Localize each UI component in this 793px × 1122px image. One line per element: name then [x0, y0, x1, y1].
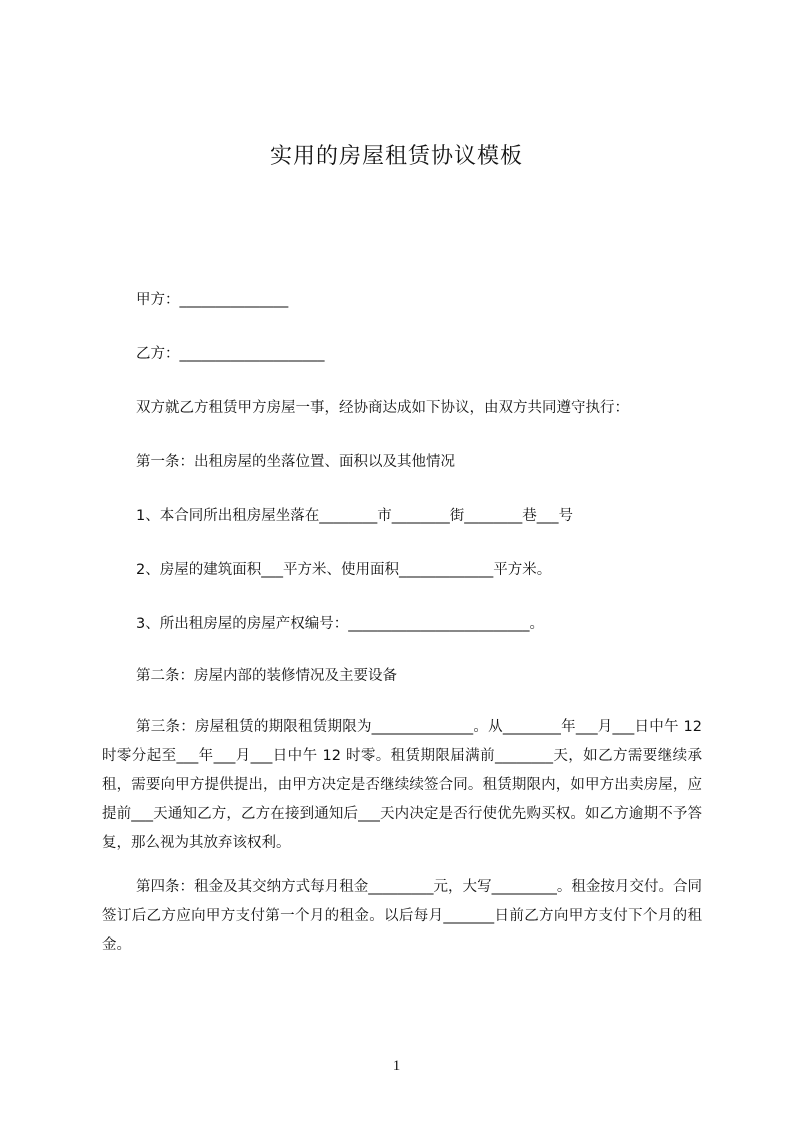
party-a-line: 甲方：_______________	[136, 292, 289, 308]
intro-paragraph: 双方就乙方租赁甲方房屋一事，经协商达成如下协议，由双方共同遵守执行：	[136, 400, 629, 416]
page-number: 1	[392, 1058, 401, 1074]
document-title: 实用的房屋租赁协议模板	[269, 144, 523, 169]
article-1-heading: 第一条：出租房屋的坐落位置、面积以及其他情况	[136, 454, 455, 470]
article-4-paragraph: 第四条：租金及其交纳方式每月租金_________元，大写_________。租金按月交付。合同签订后乙方应向甲方支付第一个月的租金。以后每月_______日前乙方向甲方支付下个月的租金。	[102, 879, 702, 953]
party-b-line: 乙方：____________________	[136, 346, 325, 362]
article-1-item-3: 3、所出租房屋的房屋产权编号：_________________________。	[136, 616, 544, 632]
article-1-item-1: 1、本合同所出租房屋坐落在________市________街________巷___号	[136, 508, 573, 524]
article-1-item-2: 2、房屋的建筑面积___平方米、使用面积_____________平方米。	[136, 562, 552, 578]
article-2-heading: 第二条：房屋内部的装修情况及主要设备	[136, 668, 397, 684]
article-3-paragraph: 第三条：房屋租赁的期限租赁期限为______________。从________年___月___日中午 12 时零分起至___年___月___日中午 12 时零。租赁期限届满前________天，如乙方需要继续承租，需要向甲方提供提出，由甲方决定是否继续续签合同。租赁期限内，如甲方出卖房屋，应提前___天通知乙方，乙方在接到通知后___天内决定是否行使优先购买权。如乙方逾期不予答复，那么视为其放弃该权利。	[102, 719, 702, 851]
